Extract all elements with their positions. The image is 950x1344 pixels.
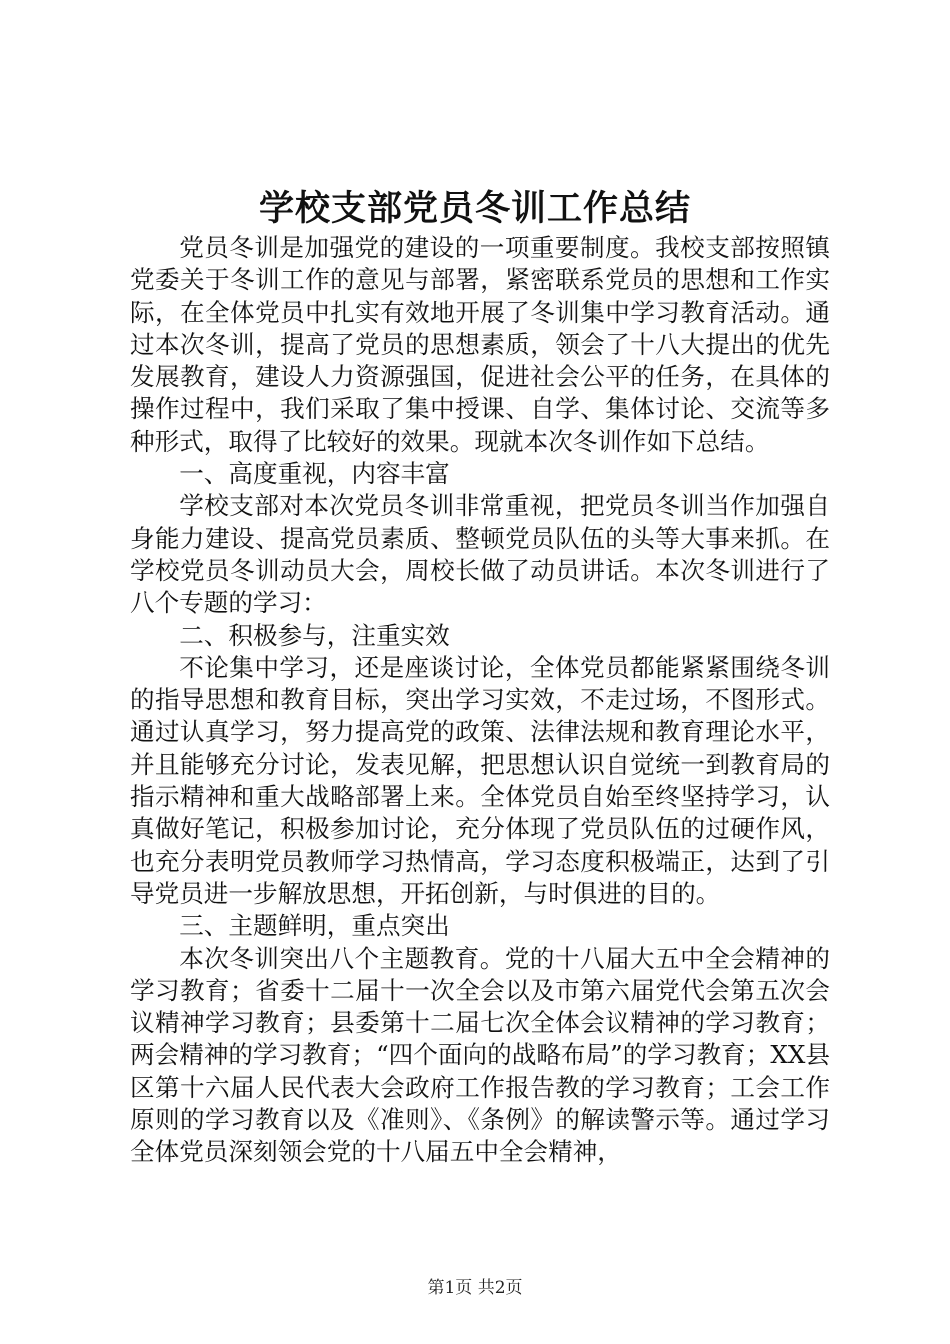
paragraph-section-2: 不论集中学习，还是座谈讨论，全体党员都能紧紧围绕冬训的指导思想和教育目标，突出学习实效，不走过场，不图形式。通过认真学习，努力提高党的政策、法律法规和教育理论水平，并且能够充分讨论，发表见解，把思想认识自觉统一到教育局的指示精神和重大战略部署上来。全体党员自始至终坚持学习，认真做好笔记，积极参加讨论，充分体现了党员队伍的过硬作风，也充分表明党员教师学习热情高，学习态度积极端正，达到了引导党员进一步解放思想，开拓创新，与时俱进的目的。 — [130, 652, 830, 908]
paragraph-section-3: 本次冬训突出八个主题教育。党的十八届大五中全会精神的学习教育；省委十二届十一次全会以及市第六届党代会第五次会议精神学习教育；县委第十二届七次全体会议精神的学习教育；两会精神的学习教育；“四个面向的战略布局”的学习教育；XX县区第十六届人民代表大会政府工作报告教的学习教育；工会工作原则的学习教育以及《准则》、《条例》的解读警示等。通过学习全体党员深刻领会党的十八届五中全会精神， — [130, 943, 830, 1167]
document-title: 学校支部党员冬训工作总结 — [258, 188, 691, 229]
section-heading-3: 三、主题鲜明，重点突出 — [179, 911, 450, 941]
paragraph-intro: 党员冬训是加强党的建设的一项重要制度。我校支部按照镇党委关于冬训工作的意见与部署，紧密联系党员的思想和工作实际，在全体党员中扎实有效地开展了冬训集中学习教育活动。通过本次冬训，提高了党员的思想素质，领会了十八大提出的优先发展教育，建设人力资源强国，促进社会公平的任务，在具体的操作过程中，我们采取了集中授课、自学、集体讨论、交流等多种形式，取得了比较好的效果。现就本次冬训作如下总结。 — [130, 233, 830, 456]
section-heading-2: 二、积极参与，注重实效 — [179, 620, 450, 650]
page-footer: 第1页 共2页 — [427, 1278, 523, 1298]
section-heading-1: 一、高度重视，内容丰富 — [179, 459, 450, 489]
paragraph-section-1: 学校支部对本次党员冬训非常重视，把党员冬训当作加强自身能力建设、提高党员素质、整顿党员队伍的头等大事来抓。在学校党员冬训动员大会，周校长做了动员讲话。本次冬训进行了八个专题的学习： — [130, 491, 830, 618]
document-body — [130, 232, 830, 1169]
